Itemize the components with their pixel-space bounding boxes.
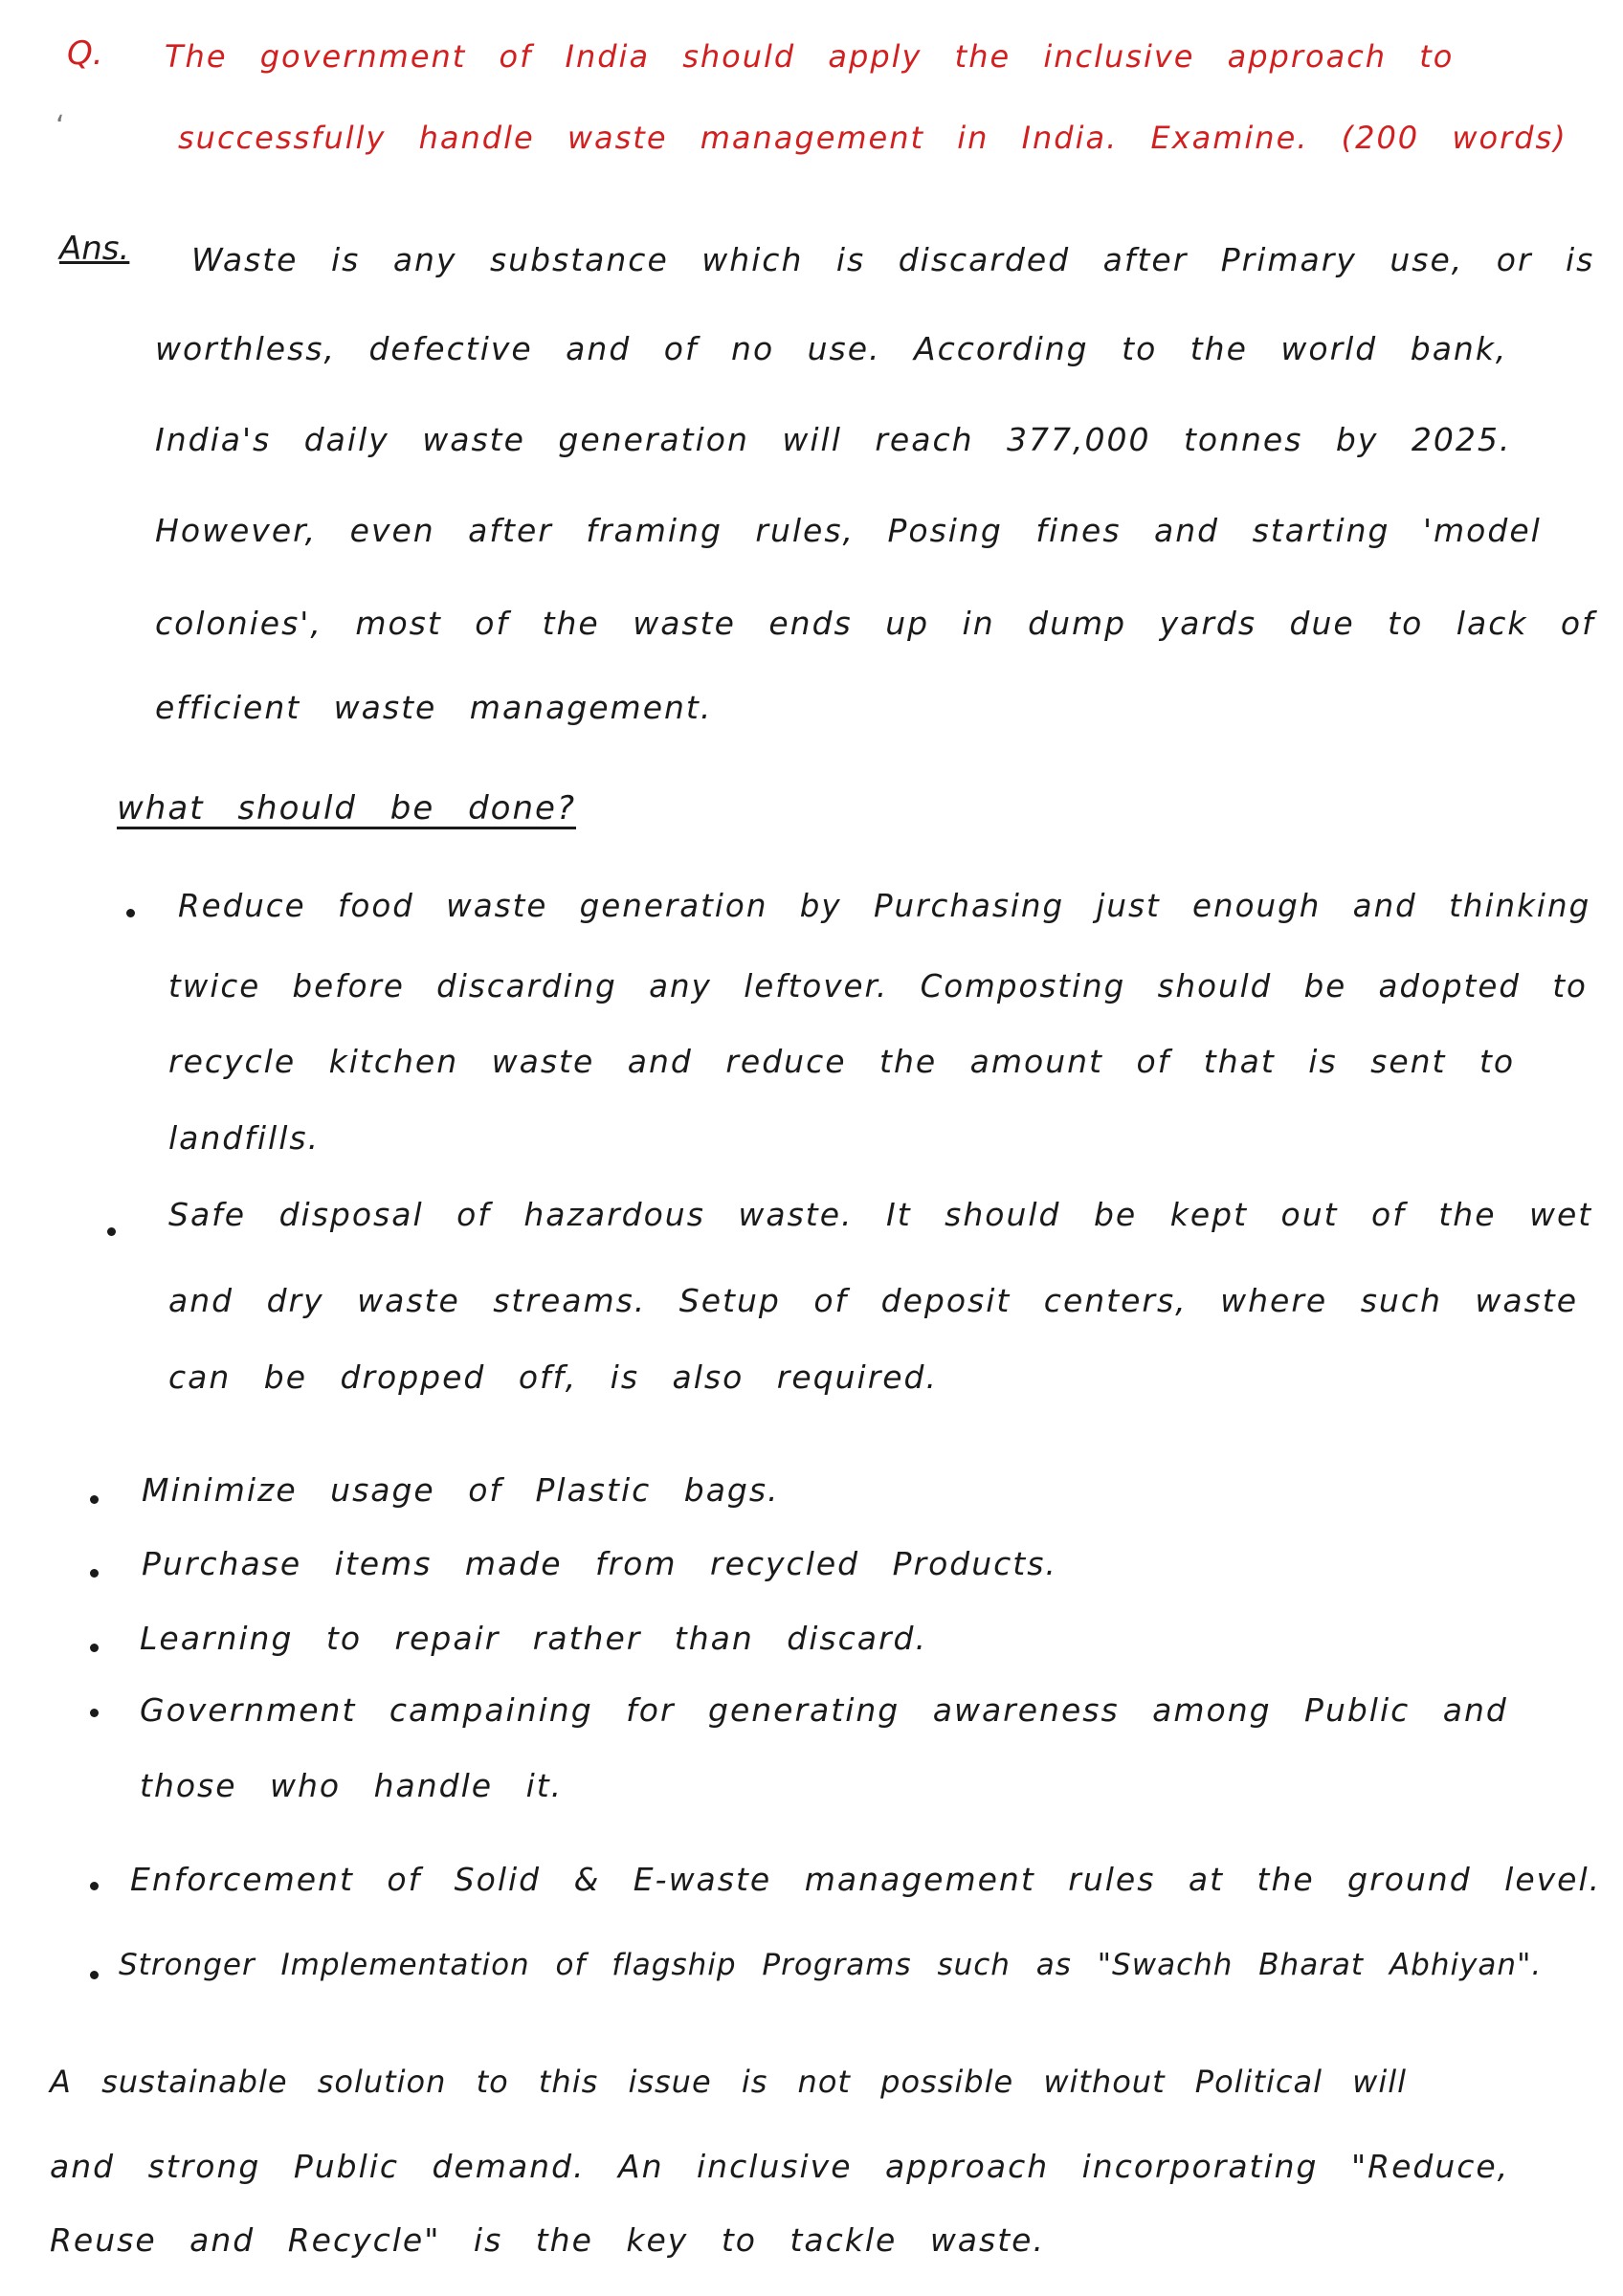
conclusion-line-3: Reuse and Recycle" is the key to tackle waste. xyxy=(50,2221,1045,2259)
point-line-14: Stronger Implementation of flagship Programs such as "Swachh Bharat Abhiyan". xyxy=(119,1948,1543,1982)
point-line-13: Enforcement of Solid & E-waste management rules at the ground level. xyxy=(130,1861,1602,1898)
intro-line-5: colonies', most of the waste ends up in dump yards due to lack of xyxy=(155,605,1595,642)
point-line-5: Safe disposal of hazardous waste. It should be kept out of the wet xyxy=(168,1196,1593,1233)
bullet-dot xyxy=(90,1569,99,1578)
conclusion-line-2: and strong Public demand. An inclusive approach incorporating "Reduce, xyxy=(50,2148,1510,2185)
intro-line-6: efficient waste management. xyxy=(155,689,713,726)
bullet-dot xyxy=(90,1495,99,1504)
point-line-11: Government campaining for generating awareness among Public and xyxy=(140,1691,1508,1729)
section-heading: what should be done? xyxy=(117,789,576,828)
question-line-2: successfully handle waste management in India. Examine. (200 words) xyxy=(178,120,1567,156)
point-line-8: Minimize usage of Plastic bags. xyxy=(142,1471,780,1509)
point-line-9: Purchase items made from recycled Products. xyxy=(142,1545,1057,1582)
bullet-dot xyxy=(126,909,135,917)
margin-tick: ʻ xyxy=(56,110,65,144)
point-line-2: twice before discarding any leftover. Composting should be adopted to xyxy=(168,968,1588,1004)
question-label: Q. xyxy=(67,34,103,73)
point-line-6: and dry waste streams. Setup of deposit centers, where such waste xyxy=(168,1282,1579,1319)
intro-line-3: India's daily waste generation will reach 377,000 tonnes by 2025. xyxy=(155,421,1512,458)
bullet-dot xyxy=(90,1644,99,1652)
point-line-3: recycle kitchen waste and reduce the amount of that is sent to xyxy=(168,1043,1516,1080)
point-line-1: Reduce food waste generation by Purchasing just enough and thinking xyxy=(178,888,1591,924)
bullet-dot xyxy=(90,1882,99,1890)
intro-line-4: However, even after framing rules, Posing fines and starting 'model xyxy=(155,512,1542,549)
point-line-7: can be dropped off, is also required. xyxy=(168,1358,938,1396)
answer-label: Ans. xyxy=(59,230,130,268)
conclusion-line-1: A sustainable solution to this issue is not possible without Political will xyxy=(50,2064,1407,2100)
question-line-1: The government of India should apply the inclusive approach to xyxy=(165,38,1455,75)
point-line-10: Learning to repair rather than discard. xyxy=(140,1620,927,1657)
intro-line-2: worthless, defective and of no use. According to the world bank, xyxy=(155,330,1508,367)
bullet-dot xyxy=(90,1971,99,1979)
point-line-12: those who handle it. xyxy=(140,1767,564,1804)
intro-line-1: Waste is any substance which is discarded after Primary use, or is xyxy=(191,241,1595,278)
bullet-dot xyxy=(107,1227,116,1236)
point-line-4: landfills. xyxy=(168,1119,321,1157)
bullet-dot xyxy=(90,1709,99,1717)
